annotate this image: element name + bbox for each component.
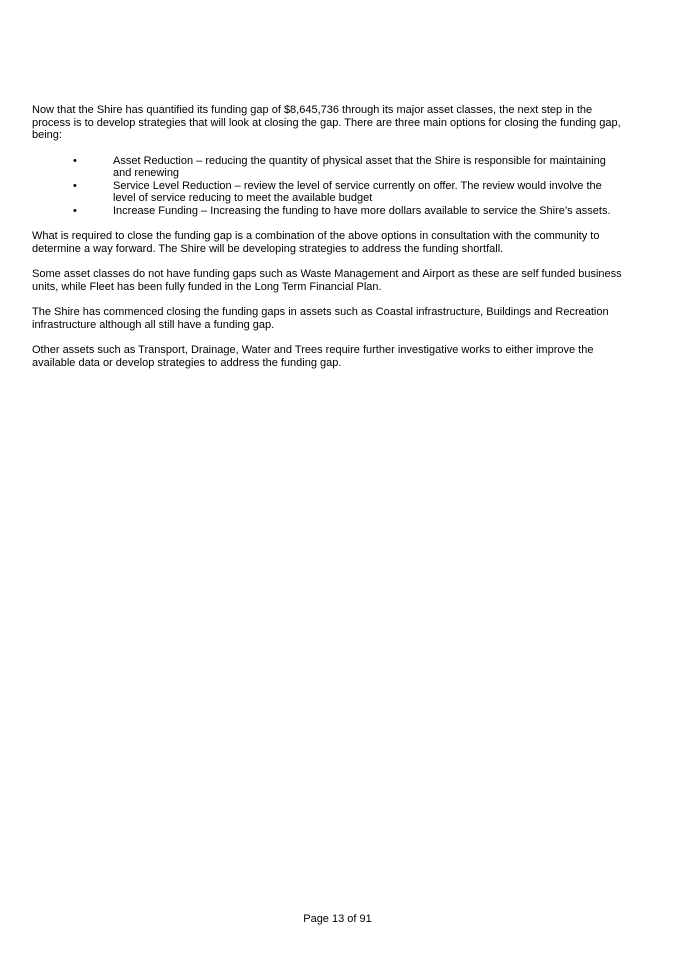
- paragraph-other-assets: Other assets such as Transport, Drainage, Water and Trees require further investigative works to either improve the available data or develop strategies to address the funding gap.: [32, 344, 594, 369]
- list-item: [32, 205, 622, 218]
- paragraph-commenced: The Shire has commenced closing the funding gaps in assets such as Coastal infrastructure, Buildings and Recreation infrastructure although all still have a funding gap.: [32, 306, 609, 331]
- intro-paragraph: Now that the Shire has quantified its funding gap of $8,645,736 through its major asset classes, the next step in the process is to develop strategies that will look at closing the gap. There are three main options for closing the funding gap, being:: [32, 104, 621, 141]
- bullet-icon: •: [73, 154, 77, 167]
- funding-options-list: [32, 155, 622, 218]
- list-item-text: Asset Reduction – reducing the quantity of physical asset that the Shire is responsible for maintaining and renewing: [113, 154, 606, 179]
- document-body: [32, 104, 622, 382]
- list-item: [32, 155, 622, 180]
- paragraph-self-funded: Some asset classes do not have funding gaps such as Waste Management and Airport as these are self funded business units, while Fleet has been fully funded in the Long Term Financial Plan.: [32, 268, 622, 293]
- list-item-text: Service Level Reduction – review the level of service currently on offer. The review would involve the level of service reducing to meet the available budget: [113, 179, 602, 204]
- list-item: [32, 180, 622, 205]
- bullet-icon: •: [73, 179, 77, 192]
- bullet-icon: •: [73, 204, 77, 217]
- list-item-text: Increase Funding – Increasing the funding to have more dollars available to service the Shire’s assets.: [113, 204, 611, 217]
- paragraph-combination: What is required to close the funding gap is a combination of the above options in consultation with the community to determine a way forward. The Shire will be developing strategies to address the funding shortfall.: [32, 230, 600, 255]
- page-number: Page 13 of 91: [303, 913, 372, 925]
